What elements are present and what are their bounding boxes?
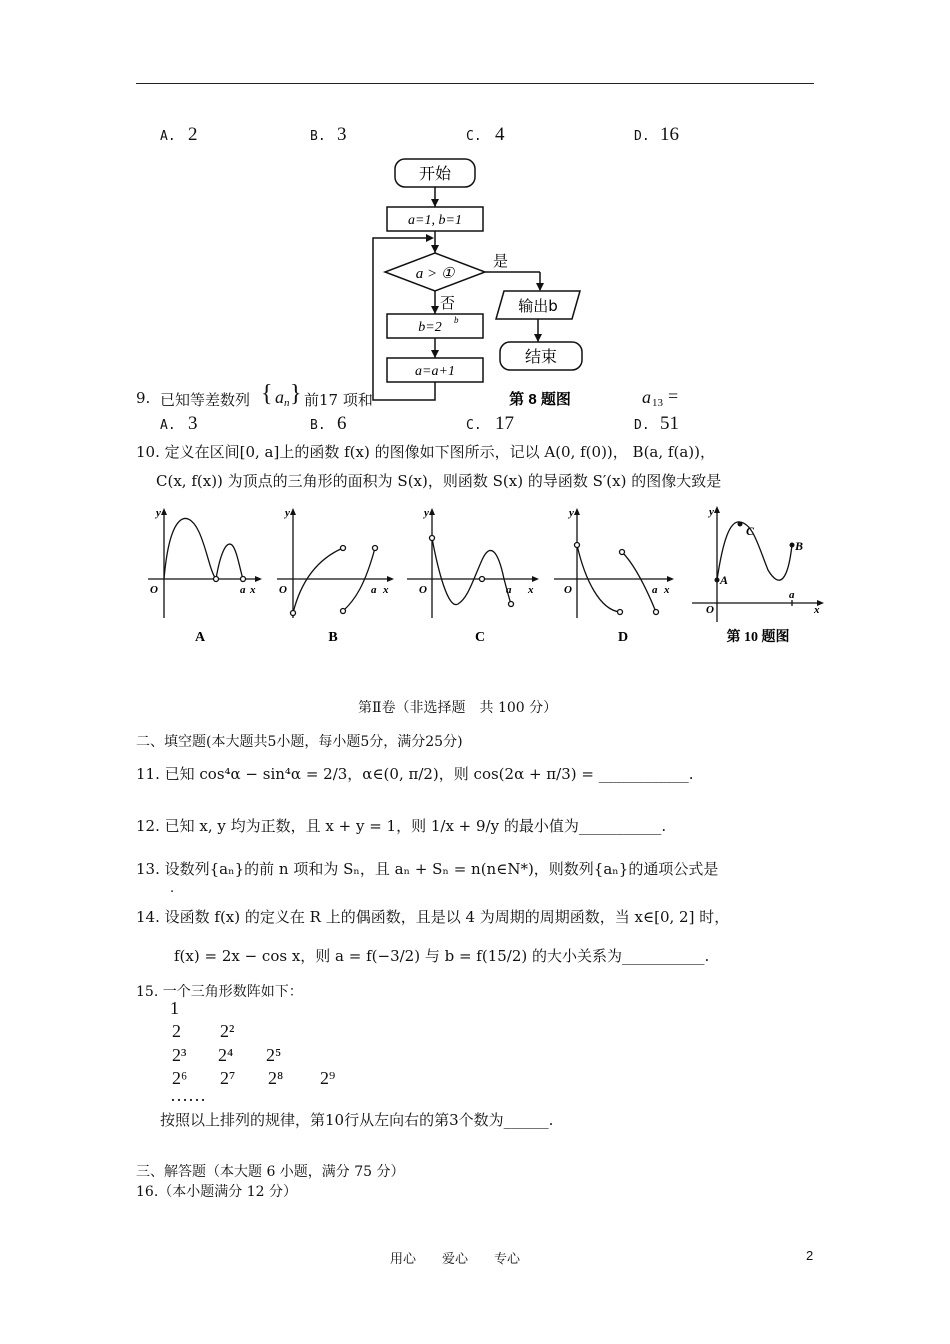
q9-brace-right: }	[290, 381, 302, 407]
condition-label: a > ①	[415, 266, 455, 282]
fig10-xlabel: x	[814, 604, 820, 616]
graph-c-origin: O	[419, 584, 427, 596]
option-a-label: A.	[160, 129, 176, 144]
graph-c	[407, 512, 535, 618]
option-d-label: D.	[634, 129, 650, 144]
triangle-cell: 2³	[172, 1045, 187, 1065]
q10-line1: 10. 定义在区间[0, a]上的函数 f(x) 的图像如下图所示，记以 A(0, f(0))， B(a, f(a))，	[136, 443, 715, 461]
triangle-cell: 2	[172, 1021, 181, 1041]
section2-title: 二、填空题(本大题共5小题，每小题5分，满分25分)	[136, 734, 463, 750]
footer-text: 用心 爱心 专心	[390, 1252, 521, 1267]
q9-tail-eq: =	[668, 386, 679, 406]
yes-label: 是	[493, 252, 509, 270]
q9-text: 已知等差数列	[160, 391, 251, 409]
fig10-point-a: A	[720, 573, 729, 587]
q9-seq-sub: n	[284, 397, 290, 409]
graph-d-origin: O	[564, 584, 572, 596]
graph-b-xlabel: x	[383, 584, 389, 596]
graph-c-a: a	[506, 584, 512, 596]
q9-seq: a	[275, 387, 284, 407]
q9-number: 9.	[136, 389, 151, 407]
fig10-point-b: B	[795, 539, 804, 553]
graph-b-a: a	[371, 584, 377, 596]
triangle-cell: 2⁷	[220, 1068, 236, 1088]
page-number: 2	[806, 1248, 814, 1263]
triangle-cell: 2⁸	[268, 1068, 284, 1088]
header-rule	[136, 83, 814, 84]
fig10-a: a	[789, 589, 795, 601]
assign-b-exponent: b	[454, 315, 459, 325]
question-16: 16.（本小题满分 12 分）	[136, 1184, 297, 1200]
triangle-cell: 2⁹	[320, 1068, 336, 1088]
question-15-line2: 按照以上排列的规律，第10行从左向右的第3个数为______.	[160, 1111, 554, 1129]
triangle-cell: 2⁵	[266, 1045, 282, 1065]
graph-a	[148, 512, 258, 618]
assign-a-label: a=a+1	[415, 364, 455, 379]
init-label: a=1, b=1	[408, 213, 462, 228]
graph-c-xlabel: x	[528, 584, 534, 596]
part2-title: 第Ⅱ卷（非选择题 共 100 分）	[358, 700, 558, 716]
graph-c-label: C	[474, 630, 486, 645]
triangle-cell: 2⁶	[172, 1068, 188, 1088]
graph-d-a: a	[652, 584, 658, 596]
q9-option-a-value: 3	[188, 413, 198, 434]
graph-d-ylabel: y	[569, 507, 574, 519]
option-c-value: 4	[495, 124, 505, 145]
graph-a-xlabel: x	[250, 584, 256, 596]
q9-option-a-label: A.	[160, 418, 176, 433]
q9-option-c-value: 17	[495, 413, 514, 434]
option-d-value: 16	[660, 124, 679, 145]
option-b-label: B.	[310, 129, 326, 144]
q9-brace-left: {	[261, 381, 273, 407]
q9-tail-var: a	[642, 387, 651, 407]
section3-title: 三、解答题（本大题 6 小题，满分 75 分）	[136, 1164, 405, 1180]
q9-tail-sub: 13	[652, 397, 663, 409]
q9-text2: 前17 项和	[304, 391, 373, 409]
graph-c-ylabel: y	[424, 507, 429, 519]
graph-b-origin: O	[279, 584, 287, 596]
fig10-ylabel: y	[709, 506, 714, 518]
triangle-cell: 2²	[220, 1021, 235, 1041]
q9-option-c-label: C.	[466, 418, 482, 433]
triangle-cell: 1	[170, 998, 179, 1018]
end-label: 结束	[524, 347, 558, 366]
question-14-line1: 14. 设函数 f(x) 的定义在 R 上的偶函数，且是以 4 为周期的周期函数，当 x∈[0, 2] 时，	[136, 908, 730, 926]
q9-option-b-label: B.	[310, 418, 326, 433]
question-12: 12. 已知 x, y 均为正数，且 x + y = 1，则 1/x + 9/y 的最小值为___________.	[136, 817, 667, 835]
fig10-caption: 第 10 题图	[726, 630, 790, 645]
start-label: 开始	[418, 164, 452, 183]
graph-a-origin: O	[150, 584, 158, 596]
q9-option-d-value: 51	[660, 413, 679, 434]
graph-d	[554, 512, 670, 618]
fig10-point-c: C	[746, 524, 755, 538]
graph-d-xlabel: x	[664, 584, 670, 596]
question-13-line1: 13. 设数列{aₙ}的前 n 项和为 Sₙ，且 aₙ + Sₙ = n(n∈N*)，则数列{aₙ}的通项公式是	[136, 860, 719, 878]
fig10-origin: O	[706, 604, 714, 616]
option-c-label: C.	[466, 129, 482, 144]
no-label: 否	[440, 294, 456, 312]
question-13-line2: .	[170, 881, 175, 896]
question-11: 11. 已知 cos⁴α − sin⁴α = 2/3，α∈(0, π/2)，则 cos(2α + π/3) = ____________.	[136, 765, 694, 783]
graph-a-a: a	[240, 584, 246, 596]
q9-option-b-value: 6	[337, 413, 347, 434]
q10-graphs	[140, 500, 840, 660]
graph-a-label: A	[194, 630, 206, 645]
q10-line2: C(x, f(x)) 为顶点的三角形的面积为 S(x)，则函数 S(x) 的导函数 S′(x) 的图像大致是	[156, 472, 722, 490]
fig8-caption: 第 8 题图	[509, 391, 571, 408]
graph-b	[277, 512, 390, 618]
graph-b-label: B	[328, 630, 338, 645]
assign-b-label: b=2	[418, 320, 442, 335]
question-14-line2: f(x) = 2x − cos x，则 a = f(−3/2) 与 b = f(15/2) 的大小关系为___________.	[174, 947, 710, 965]
triangle-cell: 2⁴	[218, 1045, 234, 1065]
graph-b-ylabel: y	[285, 507, 290, 519]
graph-d-label: D	[617, 630, 629, 645]
option-b-value: 3	[337, 124, 347, 145]
triangle-ellipsis: ……	[170, 1085, 206, 1105]
q9-option-d-label: D.	[634, 418, 650, 433]
flowchart	[360, 150, 600, 415]
question-15-line1: 15. 一个三角形数阵如下：	[136, 984, 303, 1000]
graph-a-ylabel: y	[156, 507, 161, 519]
output-label: 输出b	[518, 297, 558, 315]
option-a-value: 2	[188, 124, 198, 145]
